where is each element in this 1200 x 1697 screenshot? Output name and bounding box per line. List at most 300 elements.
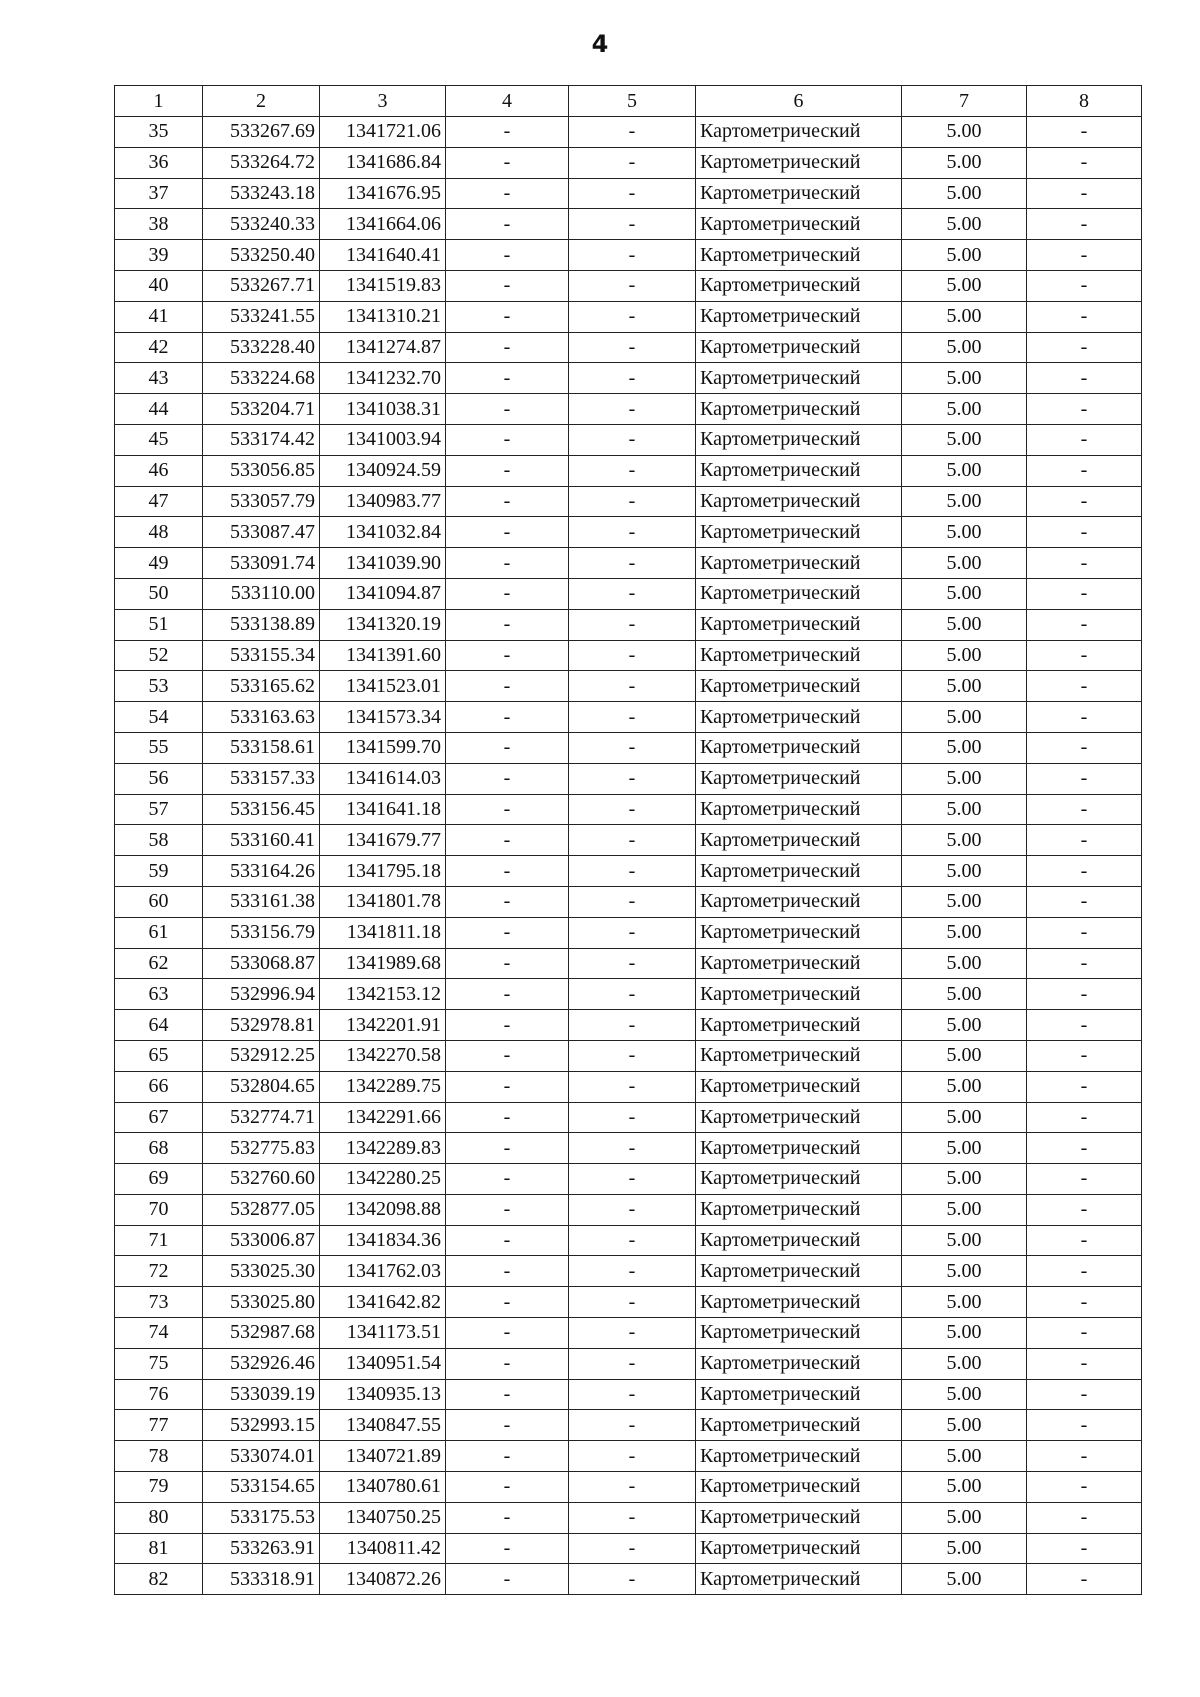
accuracy-cell: 5.00: [902, 578, 1027, 609]
x-coordinate-cell: 532996.94: [203, 979, 320, 1010]
col5-cell: -: [569, 886, 696, 917]
col4-cell: -: [446, 1502, 569, 1533]
col5-cell: -: [569, 486, 696, 517]
col8-cell: -: [1027, 1348, 1142, 1379]
page-number: 4: [591, 30, 609, 58]
accuracy-cell: 5.00: [902, 394, 1027, 425]
col5-cell: -: [569, 394, 696, 425]
point-number-cell: 62: [115, 948, 203, 979]
col8-cell: -: [1027, 1194, 1142, 1225]
table-row: [115, 886, 1142, 917]
col4-cell: -: [446, 763, 569, 794]
point-number-cell: 53: [115, 671, 203, 702]
col4-cell: -: [446, 702, 569, 733]
x-coordinate-cell: 533156.45: [203, 794, 320, 825]
accuracy-cell: 5.00: [902, 1102, 1027, 1133]
col4-cell: -: [446, 332, 569, 363]
method-cell: Картометрический: [696, 117, 902, 148]
point-number-cell: 70: [115, 1194, 203, 1225]
method-cell: Картометрический: [696, 424, 902, 455]
col5-cell: -: [569, 1441, 696, 1472]
method-cell: Картометрический: [696, 1040, 902, 1071]
x-coordinate-cell: 533074.01: [203, 1441, 320, 1472]
table-row: [115, 1533, 1142, 1564]
table-row: [115, 794, 1142, 825]
col5-cell: -: [569, 240, 696, 271]
method-cell: Картометрический: [696, 301, 902, 332]
accuracy-cell: 5.00: [902, 702, 1027, 733]
col5-cell: -: [569, 1040, 696, 1071]
table-row: [115, 1071, 1142, 1102]
y-coordinate-cell: 1341310.21: [320, 301, 446, 332]
point-number-cell: 71: [115, 1225, 203, 1256]
col8-cell: -: [1027, 1410, 1142, 1441]
point-number-cell: 82: [115, 1564, 203, 1595]
x-coordinate-cell: 532877.05: [203, 1194, 320, 1225]
method-cell: Картометрический: [696, 517, 902, 548]
x-coordinate-cell: 533056.85: [203, 455, 320, 486]
table-row: [115, 1225, 1142, 1256]
point-number-cell: 54: [115, 702, 203, 733]
method-cell: Картометрический: [696, 1194, 902, 1225]
y-coordinate-cell: 1341795.18: [320, 856, 446, 887]
table-row: [115, 917, 1142, 948]
accuracy-cell: 5.00: [902, 363, 1027, 394]
header-cell: 3: [320, 86, 446, 117]
table-row: [115, 1194, 1142, 1225]
col4-cell: -: [446, 671, 569, 702]
x-coordinate-cell: 533241.55: [203, 301, 320, 332]
table-row: [115, 240, 1142, 271]
y-coordinate-cell: 1340750.25: [320, 1502, 446, 1533]
method-cell: Картометрический: [696, 1472, 902, 1503]
col8-cell: -: [1027, 1533, 1142, 1564]
accuracy-cell: 5.00: [902, 763, 1027, 794]
col8-cell: -: [1027, 948, 1142, 979]
accuracy-cell: 5.00: [902, 1472, 1027, 1503]
x-coordinate-cell: 533154.65: [203, 1472, 320, 1503]
method-cell: Картометрический: [696, 1071, 902, 1102]
accuracy-cell: 5.00: [902, 517, 1027, 548]
col4-cell: -: [446, 1533, 569, 1564]
method-cell: Картометрический: [696, 1564, 902, 1595]
col8-cell: -: [1027, 1164, 1142, 1195]
table-row: [115, 1410, 1142, 1441]
table-row: [115, 609, 1142, 640]
col4-cell: -: [446, 270, 569, 301]
x-coordinate-cell: 533163.63: [203, 702, 320, 733]
x-coordinate-cell: 533175.53: [203, 1502, 320, 1533]
table-row: [115, 671, 1142, 702]
point-number-cell: 76: [115, 1379, 203, 1410]
table-row: [115, 548, 1142, 579]
x-coordinate-cell: 533025.80: [203, 1287, 320, 1318]
method-cell: Картометрический: [696, 209, 902, 240]
accuracy-cell: 5.00: [902, 332, 1027, 363]
table-row: [115, 1010, 1142, 1041]
col8-cell: -: [1027, 1040, 1142, 1071]
col8-cell: -: [1027, 886, 1142, 917]
col4-cell: -: [446, 979, 569, 1010]
x-coordinate-cell: 533157.33: [203, 763, 320, 794]
col4-cell: -: [446, 240, 569, 271]
col8-cell: -: [1027, 301, 1142, 332]
y-coordinate-cell: 1341038.31: [320, 394, 446, 425]
point-number-cell: 36: [115, 147, 203, 178]
table-row: [115, 424, 1142, 455]
col4-cell: -: [446, 209, 569, 240]
col4-cell: -: [446, 825, 569, 856]
accuracy-cell: 5.00: [902, 1533, 1027, 1564]
table-row: [115, 117, 1142, 148]
col5-cell: -: [569, 1071, 696, 1102]
y-coordinate-cell: 1342291.66: [320, 1102, 446, 1133]
col4-cell: -: [446, 117, 569, 148]
col5-cell: -: [569, 147, 696, 178]
table-body: [115, 117, 1142, 1595]
y-coordinate-cell: 1340721.89: [320, 1441, 446, 1472]
accuracy-cell: 5.00: [902, 1441, 1027, 1472]
header-cell: 1: [115, 86, 203, 117]
accuracy-cell: 5.00: [902, 1287, 1027, 1318]
method-cell: Картометрический: [696, 394, 902, 425]
method-cell: Картометрический: [696, 178, 902, 209]
x-coordinate-cell: 532804.65: [203, 1071, 320, 1102]
accuracy-cell: 5.00: [902, 1564, 1027, 1595]
col5-cell: -: [569, 1164, 696, 1195]
y-coordinate-cell: 1342289.75: [320, 1071, 446, 1102]
accuracy-cell: 5.00: [902, 117, 1027, 148]
col8-cell: -: [1027, 1564, 1142, 1595]
coordinates-table: [114, 85, 1142, 1595]
x-coordinate-cell: 533091.74: [203, 548, 320, 579]
y-coordinate-cell: 1342270.58: [320, 1040, 446, 1071]
col8-cell: -: [1027, 1071, 1142, 1102]
method-cell: Картометрический: [696, 1225, 902, 1256]
col5-cell: -: [569, 825, 696, 856]
col4-cell: -: [446, 147, 569, 178]
col8-cell: -: [1027, 917, 1142, 948]
point-number-cell: 60: [115, 886, 203, 917]
method-cell: Картометрический: [696, 147, 902, 178]
x-coordinate-cell: 533068.87: [203, 948, 320, 979]
method-cell: Картометрический: [696, 1133, 902, 1164]
col8-cell: -: [1027, 1010, 1142, 1041]
table-row: [115, 1164, 1142, 1195]
col5-cell: -: [569, 1379, 696, 1410]
method-cell: Картометрический: [696, 825, 902, 856]
col4-cell: -: [446, 486, 569, 517]
table-row: [115, 1564, 1142, 1595]
table-row: [115, 147, 1142, 178]
col8-cell: -: [1027, 517, 1142, 548]
header-cell: 8: [1027, 86, 1142, 117]
y-coordinate-cell: 1341834.36: [320, 1225, 446, 1256]
y-coordinate-cell: 1340951.54: [320, 1348, 446, 1379]
col5-cell: -: [569, 301, 696, 332]
point-number-cell: 78: [115, 1441, 203, 1472]
table-row: [115, 1287, 1142, 1318]
method-cell: Картометрический: [696, 1287, 902, 1318]
col8-cell: -: [1027, 609, 1142, 640]
point-number-cell: 52: [115, 640, 203, 671]
col8-cell: -: [1027, 363, 1142, 394]
x-coordinate-cell: 533240.33: [203, 209, 320, 240]
x-coordinate-cell: 533006.87: [203, 1225, 320, 1256]
x-coordinate-cell: 533228.40: [203, 332, 320, 363]
method-cell: Картометрический: [696, 240, 902, 271]
table-row: [115, 486, 1142, 517]
x-coordinate-cell: 533161.38: [203, 886, 320, 917]
col5-cell: -: [569, 794, 696, 825]
point-number-cell: 37: [115, 178, 203, 209]
point-number-cell: 48: [115, 517, 203, 548]
x-coordinate-cell: 533138.89: [203, 609, 320, 640]
col5-cell: -: [569, 1502, 696, 1533]
col8-cell: -: [1027, 1102, 1142, 1133]
method-cell: Картометрический: [696, 548, 902, 579]
point-number-cell: 68: [115, 1133, 203, 1164]
method-cell: Картометрический: [696, 640, 902, 671]
col4-cell: -: [446, 301, 569, 332]
y-coordinate-cell: 1340872.26: [320, 1564, 446, 1595]
accuracy-cell: 5.00: [902, 178, 1027, 209]
table-row: [115, 825, 1142, 856]
col8-cell: -: [1027, 332, 1142, 363]
col4-cell: -: [446, 1071, 569, 1102]
col5-cell: -: [569, 209, 696, 240]
table-row: [115, 455, 1142, 486]
accuracy-cell: 5.00: [902, 1348, 1027, 1379]
point-number-cell: 38: [115, 209, 203, 240]
col4-cell: -: [446, 517, 569, 548]
col8-cell: -: [1027, 240, 1142, 271]
accuracy-cell: 5.00: [902, 1194, 1027, 1225]
method-cell: Картометрический: [696, 763, 902, 794]
y-coordinate-cell: 1341801.78: [320, 886, 446, 917]
col8-cell: -: [1027, 424, 1142, 455]
method-cell: Картометрический: [696, 948, 902, 979]
method-cell: Картометрический: [696, 1533, 902, 1564]
method-cell: Картометрический: [696, 856, 902, 887]
col8-cell: -: [1027, 578, 1142, 609]
accuracy-cell: 5.00: [902, 1133, 1027, 1164]
table-row: [115, 1472, 1142, 1503]
method-cell: Картометрический: [696, 886, 902, 917]
table-row: [115, 1318, 1142, 1349]
x-coordinate-cell: 533160.41: [203, 825, 320, 856]
col8-cell: -: [1027, 732, 1142, 763]
accuracy-cell: 5.00: [902, 1379, 1027, 1410]
method-cell: Картометрический: [696, 1502, 902, 1533]
table-row: [115, 1441, 1142, 1472]
table-header-row: [115, 86, 1142, 117]
y-coordinate-cell: 1341003.94: [320, 424, 446, 455]
table-row: [115, 332, 1142, 363]
col8-cell: -: [1027, 856, 1142, 887]
table-row: [115, 1133, 1142, 1164]
y-coordinate-cell: 1341989.68: [320, 948, 446, 979]
point-number-cell: 56: [115, 763, 203, 794]
col4-cell: -: [446, 1318, 569, 1349]
col5-cell: -: [569, 1102, 696, 1133]
accuracy-cell: 5.00: [902, 979, 1027, 1010]
col4-cell: -: [446, 1410, 569, 1441]
point-number-cell: 72: [115, 1256, 203, 1287]
y-coordinate-cell: 1341039.90: [320, 548, 446, 579]
method-cell: Картометрический: [696, 1102, 902, 1133]
method-cell: Картометрический: [696, 671, 902, 702]
x-coordinate-cell: 532993.15: [203, 1410, 320, 1441]
x-coordinate-cell: 533224.68: [203, 363, 320, 394]
method-cell: Картометрический: [696, 1256, 902, 1287]
point-number-cell: 42: [115, 332, 203, 363]
accuracy-cell: 5.00: [902, 886, 1027, 917]
col4-cell: -: [446, 363, 569, 394]
col5-cell: -: [569, 856, 696, 887]
accuracy-cell: 5.00: [902, 1502, 1027, 1533]
accuracy-cell: 5.00: [902, 1256, 1027, 1287]
method-cell: Картометрический: [696, 609, 902, 640]
col8-cell: -: [1027, 1502, 1142, 1533]
header-cell: 4: [446, 86, 569, 117]
col5-cell: -: [569, 1256, 696, 1287]
point-number-cell: 57: [115, 794, 203, 825]
accuracy-cell: 5.00: [902, 671, 1027, 702]
point-number-cell: 40: [115, 270, 203, 301]
y-coordinate-cell: 1341032.84: [320, 517, 446, 548]
col4-cell: -: [446, 178, 569, 209]
col5-cell: -: [569, 1472, 696, 1503]
col8-cell: -: [1027, 1379, 1142, 1410]
y-coordinate-cell: 1341599.70: [320, 732, 446, 763]
table-row: [115, 394, 1142, 425]
col4-cell: -: [446, 548, 569, 579]
col5-cell: -: [569, 702, 696, 733]
accuracy-cell: 5.00: [902, 301, 1027, 332]
y-coordinate-cell: 1341762.03: [320, 1256, 446, 1287]
x-coordinate-cell: 533264.72: [203, 147, 320, 178]
table-row: [115, 1256, 1142, 1287]
y-coordinate-cell: 1341094.87: [320, 578, 446, 609]
point-number-cell: 41: [115, 301, 203, 332]
x-coordinate-cell: 533025.30: [203, 1256, 320, 1287]
col8-cell: -: [1027, 702, 1142, 733]
col5-cell: -: [569, 332, 696, 363]
table-row: [115, 209, 1142, 240]
col8-cell: -: [1027, 455, 1142, 486]
col4-cell: -: [446, 578, 569, 609]
col8-cell: -: [1027, 486, 1142, 517]
point-number-cell: 75: [115, 1348, 203, 1379]
method-cell: Картометрический: [696, 979, 902, 1010]
col8-cell: -: [1027, 178, 1142, 209]
point-number-cell: 59: [115, 856, 203, 887]
col8-cell: -: [1027, 270, 1142, 301]
accuracy-cell: 5.00: [902, 1071, 1027, 1102]
accuracy-cell: 5.00: [902, 1164, 1027, 1195]
point-number-cell: 55: [115, 732, 203, 763]
col4-cell: -: [446, 1102, 569, 1133]
point-number-cell: 49: [115, 548, 203, 579]
method-cell: Картометрический: [696, 270, 902, 301]
y-coordinate-cell: 1341320.19: [320, 609, 446, 640]
method-cell: Картометрический: [696, 363, 902, 394]
accuracy-cell: 5.00: [902, 209, 1027, 240]
x-coordinate-cell: 533110.00: [203, 578, 320, 609]
y-coordinate-cell: 1342280.25: [320, 1164, 446, 1195]
accuracy-cell: 5.00: [902, 424, 1027, 455]
table-row: [115, 979, 1142, 1010]
table-row: [115, 1040, 1142, 1071]
col5-cell: -: [569, 1533, 696, 1564]
point-number-cell: 79: [115, 1472, 203, 1503]
col5-cell: -: [569, 1010, 696, 1041]
x-coordinate-cell: 533318.91: [203, 1564, 320, 1595]
col4-cell: -: [446, 1010, 569, 1041]
table-row: [115, 1102, 1142, 1133]
x-coordinate-cell: 532760.60: [203, 1164, 320, 1195]
point-number-cell: 63: [115, 979, 203, 1010]
col5-cell: -: [569, 178, 696, 209]
point-number-cell: 46: [115, 455, 203, 486]
col8-cell: -: [1027, 209, 1142, 240]
y-coordinate-cell: 1341573.34: [320, 702, 446, 733]
accuracy-cell: 5.00: [902, 1010, 1027, 1041]
x-coordinate-cell: 532926.46: [203, 1348, 320, 1379]
y-coordinate-cell: 1341641.18: [320, 794, 446, 825]
col4-cell: -: [446, 1256, 569, 1287]
x-coordinate-cell: 533204.71: [203, 394, 320, 425]
table-row: [115, 363, 1142, 394]
table-row: [115, 856, 1142, 887]
accuracy-cell: 5.00: [902, 147, 1027, 178]
col4-cell: -: [446, 1040, 569, 1071]
accuracy-cell: 5.00: [902, 270, 1027, 301]
method-cell: Картометрический: [696, 1379, 902, 1410]
y-coordinate-cell: 1341173.51: [320, 1318, 446, 1349]
table-row: [115, 270, 1142, 301]
method-cell: Картометрический: [696, 578, 902, 609]
table-row: [115, 702, 1142, 733]
point-number-cell: 77: [115, 1410, 203, 1441]
y-coordinate-cell: 1341391.60: [320, 640, 446, 671]
point-number-cell: 51: [115, 609, 203, 640]
col4-cell: -: [446, 1379, 569, 1410]
col4-cell: -: [446, 455, 569, 486]
y-coordinate-cell: 1340780.61: [320, 1472, 446, 1503]
point-number-cell: 61: [115, 917, 203, 948]
y-coordinate-cell: 1341523.01: [320, 671, 446, 702]
y-coordinate-cell: 1341811.18: [320, 917, 446, 948]
table-row: [115, 1379, 1142, 1410]
accuracy-cell: 5.00: [902, 548, 1027, 579]
col4-cell: -: [446, 794, 569, 825]
col8-cell: -: [1027, 1256, 1142, 1287]
col8-cell: -: [1027, 1318, 1142, 1349]
col8-cell: -: [1027, 794, 1142, 825]
point-number-cell: 39: [115, 240, 203, 271]
x-coordinate-cell: 533165.62: [203, 671, 320, 702]
y-coordinate-cell: 1341232.70: [320, 363, 446, 394]
y-coordinate-cell: 1341664.06: [320, 209, 446, 240]
col8-cell: -: [1027, 1225, 1142, 1256]
col8-cell: -: [1027, 979, 1142, 1010]
col4-cell: -: [446, 1164, 569, 1195]
accuracy-cell: 5.00: [902, 1040, 1027, 1071]
point-number-cell: 74: [115, 1318, 203, 1349]
y-coordinate-cell: 1341721.06: [320, 117, 446, 148]
